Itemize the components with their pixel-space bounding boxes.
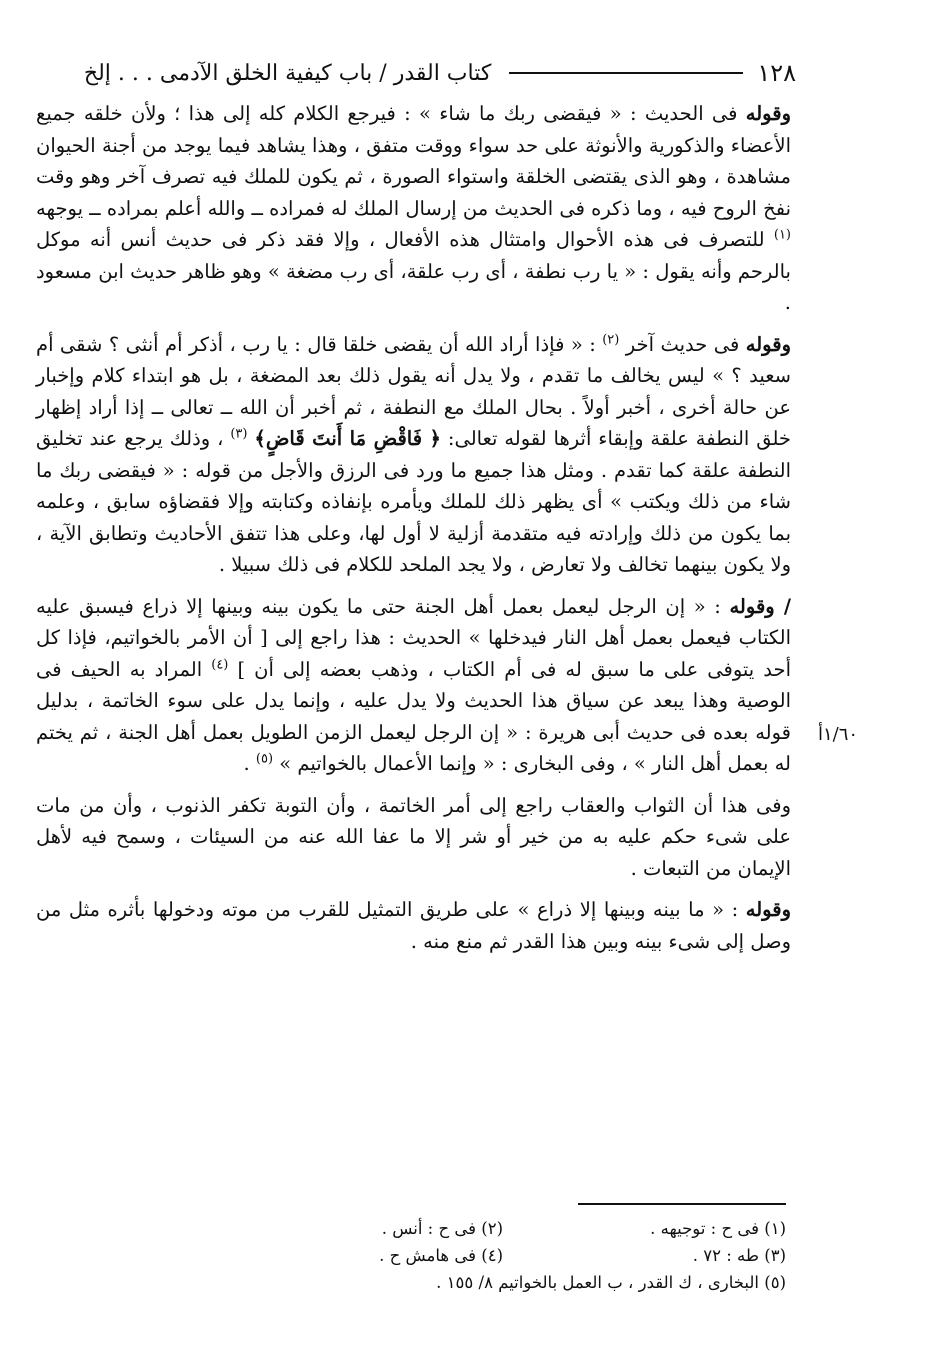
footnote-3: (٣) طه : ٧٢ . xyxy=(692,1246,786,1265)
footnote-row xyxy=(220,1269,786,1296)
footnote-5: (٥) البخارى ، ك القدر ، ب العمل بالخواتيم ٨/ ١٥٥ . xyxy=(436,1273,786,1292)
paragraph-3 xyxy=(36,591,791,780)
footnote-separator xyxy=(578,1203,786,1205)
footnotes xyxy=(220,1215,786,1296)
footnote-ref: (٤) xyxy=(211,657,229,672)
paragraph-2 xyxy=(36,329,791,581)
footnote-ref: (٢) xyxy=(602,332,620,347)
footnote-row xyxy=(220,1215,786,1242)
paragraph-text-cont: للتصرف فى هذه الأحوال وامتثال هذه الأفعال ، وإلا فقد ذكر فى حديث أنس أنه موكل بالرحم وأنه يقول : « يا رب نطفة ، أى رب علقة، أى رب مضغة » وهو ظاهر حديث ابن مسعود . xyxy=(36,228,791,314)
running-header xyxy=(36,56,796,90)
footnote-ref: (٥) xyxy=(255,751,274,767)
paragraph-lead: وقوله xyxy=(745,898,791,921)
paragraph-text-end: . xyxy=(243,752,256,775)
paragraph-4 xyxy=(36,790,791,885)
paragraph-text-cont: : « فإذا أراد الله أن يقضى خلقا قال : يا رب ، أذكر أم أنثى ؟ شقى أم سعيد ؟ » ليس يخالف ما تقدم ، ولا يدل أنه يقول ذلك بعد المضغة ، بل هو ابتداء كلام وإخبار عن حالة أخرى ، أخبر أولاً . بحال الملك مع النطفة ، ثم أخبر أن الله ــ تعالى ــ إذا أراد إظهار خلق النطفة علقة وإبقاء أثرها لقوله تعالى: xyxy=(36,332,791,450)
paragraph-text: : « ما بينه وبينها إلا ذراع » على طريق التمثيل للقرب من موته ودخولها بأثره مثل من وصل إلى شىء بينه وبين هذا القدر ثم منع منه . xyxy=(36,898,791,953)
paragraph-text: فى الحديث : « فيقضى ربك ما شاء » : فيرجع الكلام كله إلى هذا ؛ ولأن خلقه جميع الأعضاء والذكورية والأنوثة على حد سواء ووقت متفق ، وهذا يشاهد فيما يوجد من أجنة الحيوان مشاهدة ، وهو الذى يقتضى الخلقة واستواء الصورة ، ثم يكون للملك فيه تصرف آخر وهو وقت نفخ الروح فيه ، وما ذكره فى الحديث من إرسال الملك له فمراده ــ والله أعلم بمراده ــ يوجهه xyxy=(36,102,791,220)
paragraph-1 xyxy=(36,98,791,319)
page-number: ١٢٨ xyxy=(757,59,796,87)
paragraph-text-end: ، وذلك يرجع عند تخليق النطفة علقة كما تقدم . ومثل هذا جميع ما ورد فى الرزق والأجل من قوله : « فيقضى ربك ما شاء من ذلك ويكتب » أى يظهر ذلك للملك ويأمره بإنفاذه وكتابته وإلا فقضاؤه سابق ، وعلمه بما يكون من ذلك وإرادته فيه متقدمة أزلية لا أول لها، وعلى هذا تتفق الأحاديث وتطابق الآية ، ولا يكون بينهما تخالف ولا تعارض ، ولا يجد الملحد للكلام فى ذلك سبيلا . xyxy=(36,427,791,576)
paragraph-lead: / وقوله xyxy=(729,594,791,618)
footnote-ref: (٣) xyxy=(230,426,248,442)
paragraph-lead: وقوله xyxy=(745,332,791,356)
quran-quote: ﴿ فَاقْضِ مَا أَنتَ قَاضٍ﴾ xyxy=(254,427,441,450)
paragraph-5 xyxy=(36,894,791,957)
header-rule xyxy=(509,72,743,74)
paragraph-text: فى حديث آخر xyxy=(625,332,746,356)
paragraph-text: : « إن الرجل ليعمل بعمل أهل الجنة حتى ما يكون بينه وبينها إلا ذراع فيسبق عليه الكتاب فيعمل بعمل أهل النار فيدخلها » الحديث : هذا راجع إلى [ أن الأمر بالخواتيم، فإذا كل أحد يتوفى على ما سبق له فى أم الكتاب ، وذهب بعضه إلى أن ] xyxy=(36,594,792,681)
header-title: كتاب القدر / باب كيفية الخلق الآدمى . . . إلخ xyxy=(83,60,492,86)
footnote-2: (٢) فى ح : أنس . xyxy=(381,1219,503,1238)
footnote-1: (١) فى ح : توجيهه . xyxy=(650,1219,786,1238)
margin-manuscript-folio: ١/٦٠أ xyxy=(818,724,859,745)
footnote-row xyxy=(220,1242,786,1269)
paragraph-text-cont: المراد به الحيف فى الوصية وهذا يبعد عن سياق هذا الحديث ولا يدل عليه ، وإنما يدل على سوء الخاتمة ، بدليل قوله بعده فى حديث أبى هريرة : « إن الرجل ليعمل الزمن الطويل بعمل أهل الجنة ، ثم يختم له بعمل أهل النار » ، وفى البخارى : « وإنما الأعمال بالخواتيم » xyxy=(36,657,791,775)
paragraph-lead: وقوله xyxy=(745,102,791,125)
footnote-4: (٤) فى هامش ح . xyxy=(379,1246,503,1265)
footnote-ref: (١) xyxy=(773,227,791,243)
main-text xyxy=(36,98,791,967)
paragraph-text: وفى هذا أن الثواب والعقاب راجع إلى أمر الخاتمة ، وأن التوبة تكفر الذنوب ، وأن من مات على شىء حكم عليه به من خير أو شر إلا ما عفا الله عنه من السيئات ، وسمح فيه لأهل الإيمان من التبعات . xyxy=(36,793,791,880)
